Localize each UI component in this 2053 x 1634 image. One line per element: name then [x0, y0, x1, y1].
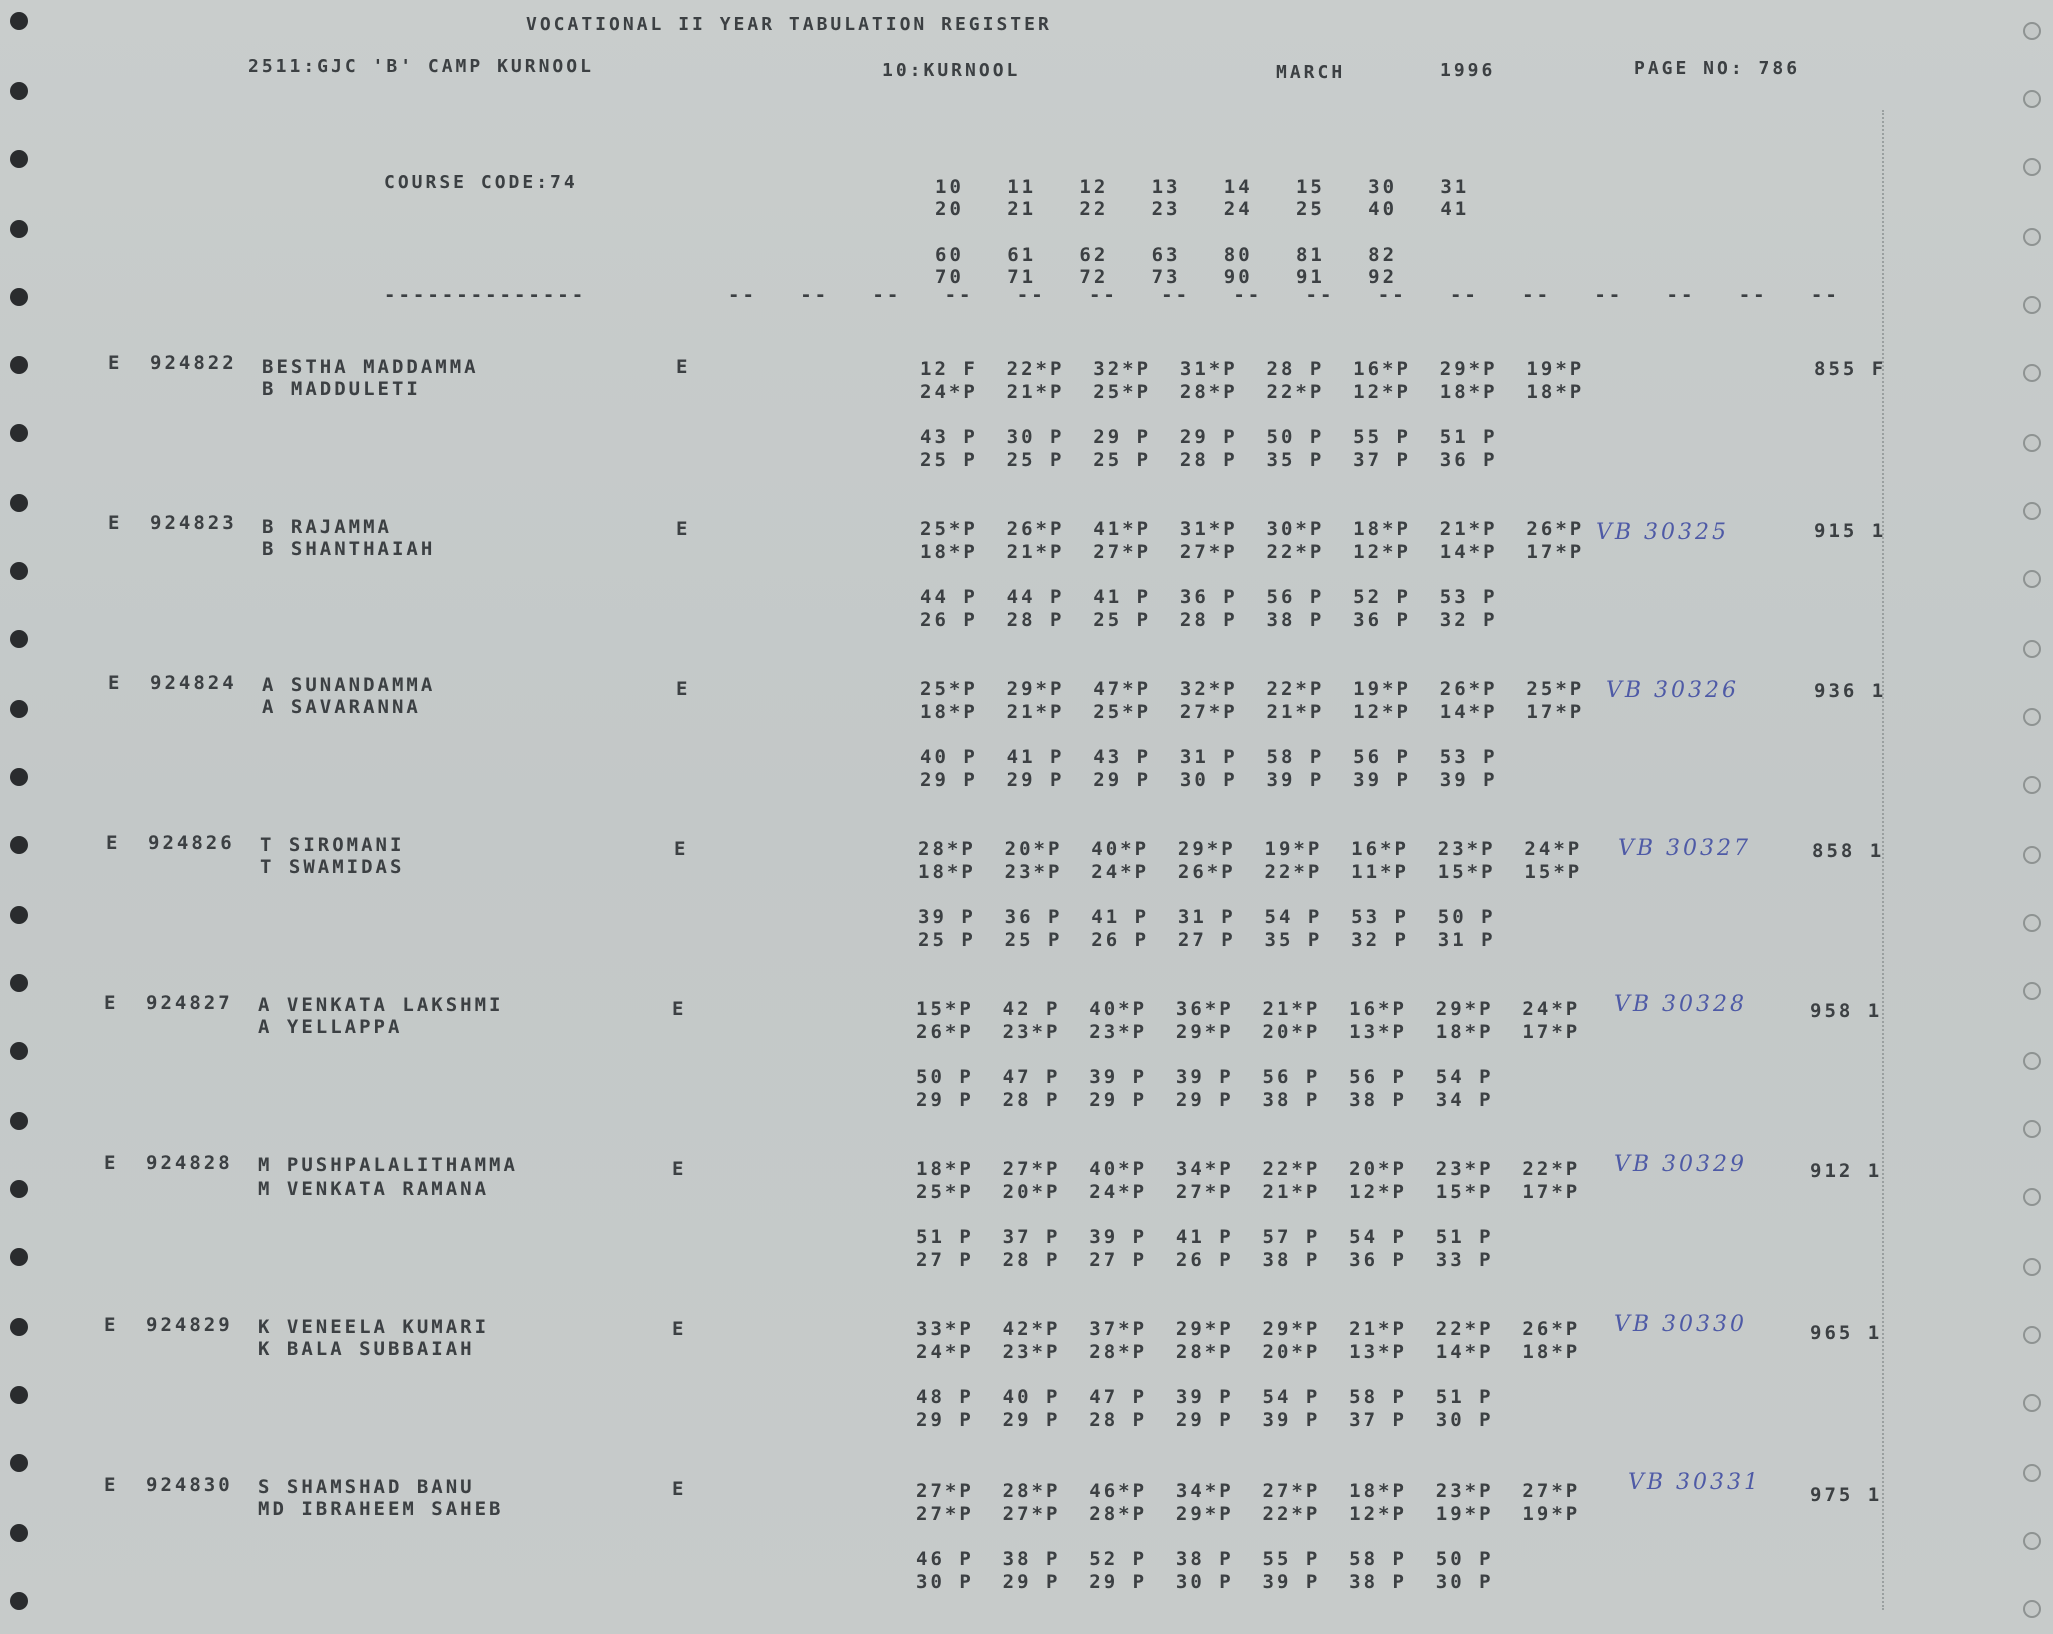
- feed-hole-icon: [2023, 502, 2041, 520]
- student-name: T SIROMANI: [260, 834, 405, 856]
- marks-row-2: 18*P 23*P 24*P 26*P 22*P 11*P 15*P 15*P: [918, 861, 1583, 883]
- marks-row-3: 46 P 38 P 52 P 38 P 55 P 58 P 50 P: [916, 1548, 1494, 1570]
- roll-number: 924829: [146, 1314, 233, 1336]
- marks-row-4: 29 P 28 P 29 P 29 P 38 P 38 P 34 P: [916, 1089, 1494, 1111]
- marks-row-3: 40 P 41 P 43 P 31 P 58 P 56 P 53 P: [920, 746, 1498, 768]
- feed-hole-icon: [10, 1112, 28, 1130]
- exam-year: 1996: [1440, 60, 1496, 81]
- marks-row-3: 51 P 37 P 39 P 41 P 57 P 54 P 51 P: [916, 1226, 1494, 1248]
- marks-row-1: 27*P 28*P 46*P 34*P 27*P 18*P 23*P 27*P: [916, 1480, 1581, 1502]
- feed-hole-icon: [2023, 1258, 2041, 1276]
- marks-row-4: 29 P 29 P 29 P 30 P 39 P 39 P 39 P: [920, 769, 1498, 791]
- feed-hole-icon: [10, 562, 28, 580]
- marks-row-4: 25 P 25 P 25 P 28 P 35 P 37 P 36 P: [920, 449, 1498, 471]
- feed-hole-icon: [10, 1524, 28, 1542]
- marks-row-2: 18*P 21*P 25*P 27*P 21*P 12*P 14*P 17*P: [920, 701, 1585, 723]
- college-name: 2511:GJC 'B' CAMP KURNOOL: [248, 56, 594, 77]
- category: E: [108, 352, 123, 374]
- exam-month: MARCH: [1276, 62, 1346, 83]
- parent-name: B MADDULETI: [262, 378, 421, 400]
- feed-hole-icon: [2023, 158, 2041, 176]
- grand-total: 855 F: [1814, 358, 1887, 380]
- parent-name: K BALA SUBBAIAH: [258, 1338, 475, 1360]
- feed-hole-icon: [10, 150, 28, 168]
- feed-hole-icon: [2023, 846, 2041, 864]
- marks-row-2: 27*P 27*P 28*P 29*P 22*P 12*P 19*P 19*P: [916, 1503, 1581, 1525]
- marks-row-1: 15*P 42 P 40*P 36*P 21*P 16*P 29*P 24*P: [916, 998, 1581, 1020]
- handwritten-note: VB 30325: [1596, 520, 1730, 545]
- marks-row-1: 18*P 27*P 40*P 34*P 22*P 20*P 23*P 22*P: [916, 1158, 1581, 1180]
- category: E: [108, 672, 123, 694]
- roll-number: 924828: [146, 1152, 233, 1174]
- marks-row-4: 30 P 29 P 29 P 30 P 39 P 38 P 30 P: [916, 1571, 1494, 1593]
- marks-row-3: 48 P 40 P 47 P 39 P 54 P 58 P 51 P: [916, 1386, 1494, 1408]
- roll-number: 924830: [146, 1474, 233, 1496]
- feed-hole-icon: [2023, 1464, 2041, 1482]
- feed-hole-icon: [10, 906, 28, 924]
- feed-hole-icon: [10, 1180, 28, 1198]
- roll-number: 924822: [150, 352, 237, 374]
- student-name: S SHAMSHAD BANU: [258, 1476, 475, 1498]
- medium: E: [672, 1478, 687, 1500]
- page-number: PAGE NO: 786: [1634, 58, 1801, 79]
- handwritten-note: VB 30330: [1614, 1312, 1748, 1337]
- category: E: [104, 1152, 119, 1174]
- marks-row-3: 44 P 44 P 41 P 36 P 56 P 52 P 53 P: [920, 586, 1498, 608]
- handwritten-note: VB 30331: [1628, 1470, 1762, 1495]
- marks-row-2: 25*P 20*P 24*P 27*P 21*P 12*P 15*P 17*P: [916, 1181, 1581, 1203]
- feed-hole-icon: [2023, 364, 2041, 382]
- feed-hole-icon: [2023, 1120, 2041, 1138]
- course-code: COURSE CODE:74: [384, 172, 578, 193]
- grand-total: 936 1: [1814, 680, 1887, 702]
- subject-codes-row-3: 60 61 62 63 80 81 82: [935, 244, 1398, 266]
- marks-row-1: 33*P 42*P 37*P 29*P 29*P 21*P 22*P 26*P: [916, 1318, 1581, 1340]
- feed-hole-icon: [10, 356, 28, 374]
- marks-row-3: 43 P 30 P 29 P 29 P 50 P 55 P 51 P: [920, 426, 1498, 448]
- feed-hole-icon: [2023, 22, 2041, 40]
- feed-hole-icon: [2023, 1052, 2041, 1070]
- subject-codes-row-1: 10 11 12 13 14 15 30 31: [935, 176, 1470, 198]
- category: E: [106, 832, 121, 854]
- feed-hole-icon: [10, 974, 28, 992]
- register-title: VOCATIONAL II YEAR TABULATION REGISTER: [526, 14, 1052, 35]
- feed-hole-icon: [2023, 1532, 2041, 1550]
- feed-hole-icon: [2023, 1600, 2041, 1618]
- student-name: B RAJAMMA: [262, 516, 392, 538]
- parent-name: A SAVARANNA: [262, 696, 421, 718]
- marks-row-1: 12 F 22*P 32*P 31*P 28 P 16*P 29*P 19*P: [920, 358, 1585, 380]
- subject-codes-row-4: 70 71 72 73 90 91 92: [935, 266, 1398, 288]
- feed-hole-icon: [10, 220, 28, 238]
- roll-number: 924824: [150, 672, 237, 694]
- marks-row-2: 24*P 23*P 28*P 28*P 20*P 13*P 14*P 18*P: [916, 1341, 1581, 1363]
- marks-row-1: 25*P 26*P 41*P 31*P 30*P 18*P 21*P 26*P: [920, 518, 1585, 540]
- roll-number: 924826: [148, 832, 235, 854]
- feed-hole-icon: [10, 82, 28, 100]
- student-name: BESTHA MADDAMMA: [262, 356, 479, 378]
- parent-name: B SHANTHAIAH: [262, 538, 436, 560]
- grand-total: 858 1: [1812, 840, 1885, 862]
- medium: E: [672, 1158, 687, 1180]
- feed-hole-icon: [10, 1592, 28, 1610]
- feed-hole-icon: [2023, 982, 2041, 1000]
- marks-row-2: 18*P 21*P 27*P 27*P 22*P 12*P 14*P 17*P: [920, 541, 1585, 563]
- feed-hole-icon: [10, 494, 28, 512]
- medium: E: [672, 1318, 687, 1340]
- marks-row-4: 29 P 29 P 28 P 29 P 39 P 37 P 30 P: [916, 1409, 1494, 1431]
- feed-hole-icon: [2023, 776, 2041, 794]
- feed-hole-icon: [10, 1042, 28, 1060]
- feed-hole-icon: [10, 424, 28, 442]
- feed-hole-icon: [10, 836, 28, 854]
- left-tractor-feed: [0, 0, 40, 1634]
- feed-hole-icon: [2023, 228, 2041, 246]
- column-separator-row: -- -- -- -- -- -- -- -- -- -- -- -- -- -- -- --: [728, 284, 1840, 306]
- medium: E: [676, 678, 691, 700]
- feed-hole-icon: [10, 1386, 28, 1404]
- category: E: [108, 512, 123, 534]
- feed-hole-icon: [2023, 914, 2041, 932]
- marks-row-4: 25 P 25 P 26 P 27 P 35 P 32 P 31 P: [918, 929, 1496, 951]
- category: E: [104, 992, 119, 1014]
- feed-hole-icon: [2023, 434, 2041, 452]
- grand-total: 975 1: [1810, 1484, 1883, 1506]
- feed-hole-icon: [2023, 90, 2041, 108]
- student-name: K VENEELA KUMARI: [258, 1316, 490, 1338]
- feed-hole-icon: [10, 768, 28, 786]
- feed-hole-icon: [10, 630, 28, 648]
- feed-hole-icon: [2023, 708, 2041, 726]
- parent-name: M VENKATA RAMANA: [258, 1178, 490, 1200]
- handwritten-note: VB 30328: [1614, 992, 1748, 1017]
- handwritten-note: VB 30329: [1614, 1152, 1748, 1177]
- feed-hole-icon: [2023, 296, 2041, 314]
- parent-name: A YELLAPPA: [258, 1016, 403, 1038]
- feed-hole-icon: [10, 1454, 28, 1472]
- marks-row-1: 28*P 20*P 40*P 29*P 19*P 16*P 23*P 24*P: [918, 838, 1583, 860]
- marks-row-1: 25*P 29*P 47*P 32*P 22*P 19*P 26*P 25*P: [920, 678, 1585, 700]
- category: E: [104, 1314, 119, 1336]
- right-tractor-feed: [2013, 0, 2053, 1634]
- feed-hole-icon: [10, 1248, 28, 1266]
- feed-hole-icon: [10, 700, 28, 718]
- marks-row-4: 27 P 28 P 27 P 26 P 38 P 36 P 33 P: [916, 1249, 1494, 1271]
- student-name: A VENKATA LAKSHMI: [258, 994, 504, 1016]
- roll-number: 924827: [146, 992, 233, 1014]
- marks-row-2: 24*P 21*P 25*P 28*P 22*P 12*P 18*P 18*P: [920, 381, 1585, 403]
- feed-hole-icon: [2023, 1394, 2041, 1412]
- feed-hole-icon: [10, 1318, 28, 1336]
- medium: E: [676, 518, 691, 540]
- marks-row-3: 39 P 36 P 41 P 31 P 54 P 53 P 50 P: [918, 906, 1496, 928]
- district-name: 10:KURNOOL: [882, 60, 1021, 81]
- roll-number: 924823: [150, 512, 237, 534]
- feed-hole-icon: [2023, 1326, 2041, 1344]
- student-name: A SUNANDAMMA: [262, 674, 436, 696]
- parent-name: T SWAMIDAS: [260, 856, 405, 878]
- medium: E: [676, 356, 691, 378]
- student-name: M PUSHPALALITHAMMA: [258, 1154, 518, 1176]
- grand-total: 958 1: [1810, 1000, 1883, 1022]
- grand-total: 915 1: [1814, 520, 1887, 542]
- feed-hole-icon: [2023, 640, 2041, 658]
- feed-hole-icon: [2023, 1188, 2041, 1206]
- medium: E: [672, 998, 687, 1020]
- feed-hole-icon: [2023, 570, 2041, 588]
- marks-row-2: 26*P 23*P 23*P 29*P 20*P 13*P 18*P 17*P: [916, 1021, 1581, 1043]
- feed-hole-icon: [10, 12, 28, 30]
- parent-name: MD IBRAHEEM SAHEB: [258, 1498, 504, 1520]
- grand-total: 912 1: [1810, 1160, 1883, 1182]
- feed-hole-icon: [10, 288, 28, 306]
- marks-row-3: 50 P 47 P 39 P 39 P 56 P 56 P 54 P: [916, 1066, 1494, 1088]
- grand-total: 965 1: [1810, 1322, 1883, 1344]
- medium: E: [674, 838, 689, 860]
- marks-row-4: 26 P 28 P 25 P 28 P 38 P 36 P 32 P: [920, 609, 1498, 631]
- handwritten-note: VB 30326: [1606, 678, 1740, 703]
- handwritten-note: VB 30327: [1618, 836, 1752, 861]
- category: E: [104, 1474, 119, 1496]
- course-underline: --------------: [384, 284, 587, 306]
- subject-codes-row-2: 20 21 22 23 24 25 40 41: [935, 198, 1470, 220]
